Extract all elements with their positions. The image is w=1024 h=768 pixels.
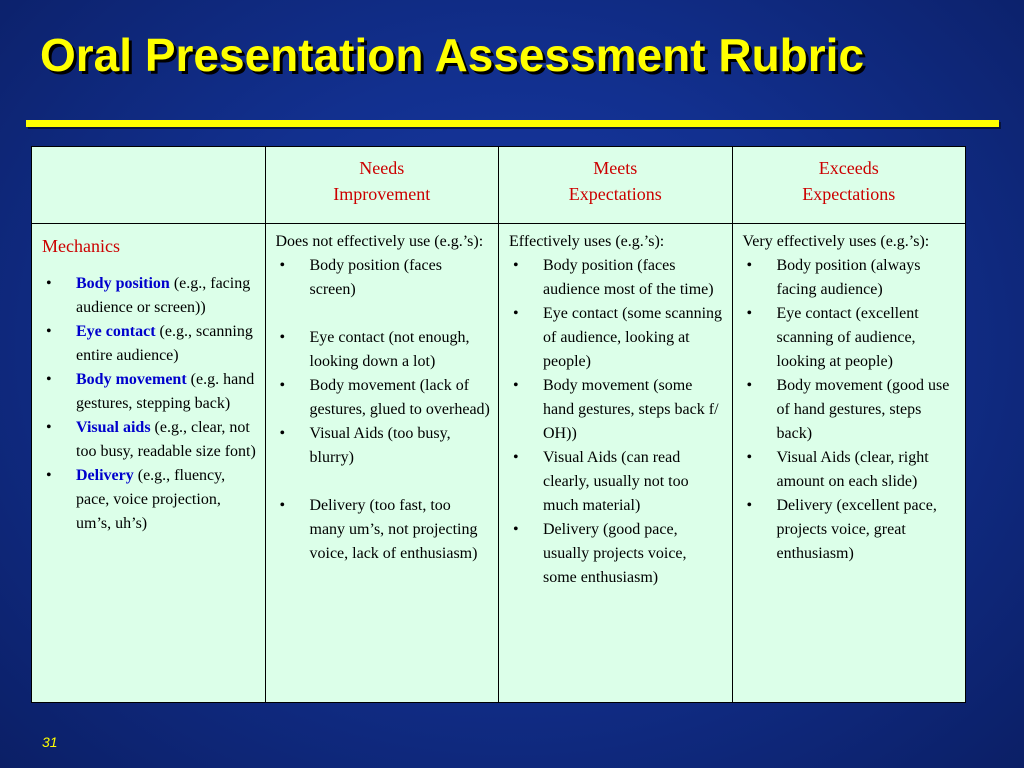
list-item: • Visual Aids (too busy, blurry) — [276, 422, 491, 470]
header-needs-line1: Needs — [359, 158, 405, 178]
header-meets-line2: Expectations — [568, 184, 662, 204]
header-needs-improvement — [265, 147, 499, 224]
criteria-keyword: Visual aids — [76, 419, 151, 436]
header-meets-line1: Meets — [593, 158, 638, 178]
header-blank-cell — [32, 147, 266, 224]
needs-lead-text: Does not effectively use (e.g.’s): — [275, 233, 484, 250]
list-item: • Eye contact (excellent scanning of audience, looking at people) — [743, 302, 958, 374]
criteria-detail: (e.g., scanning entire audience) — [76, 323, 253, 364]
criteria-keyword: Delivery — [76, 467, 134, 484]
meets-expectations-cell — [499, 224, 733, 703]
rubric-table — [31, 146, 966, 703]
list-item: • Delivery (good pace, usually projects voice, some enthusiasm) — [509, 518, 724, 590]
criteria-keyword: Body position — [76, 275, 170, 292]
list-item: • Body movement (some hand gestures, steps back f/ OH)) — [509, 374, 724, 446]
slide-title: Oral Presentation Assessment Rubric — [40, 29, 865, 81]
header-meets-expectations — [499, 147, 733, 224]
header-exceeds-expectations — [732, 147, 966, 224]
exceeds-lead-text: Very effectively uses (e.g.’s): — [742, 233, 930, 250]
list-item — [42, 464, 257, 536]
needs-list — [276, 254, 491, 566]
criteria-detail: (e.g. hand gestures, stepping back) — [76, 371, 255, 412]
criteria-cell — [32, 224, 266, 703]
list-item — [42, 416, 257, 464]
header-row — [32, 147, 966, 224]
list-item: • Eye contact (not enough, looking down a lot) — [276, 326, 491, 374]
list-item: • Delivery (excellent pace, projects voice, great enthusiasm) — [743, 494, 958, 566]
list-item: • Visual Aids (clear, right amount on each slide) — [743, 446, 958, 494]
mechanics-row — [32, 224, 966, 703]
criteria-detail: (e.g., facing audience or screen)) — [76, 275, 251, 316]
list-item — [42, 368, 257, 416]
list-item: • Visual Aids (can read clearly, usually not too much material) — [509, 446, 724, 518]
page-number: 31 — [42, 734, 58, 750]
header-needs-line2: Improvement — [333, 184, 431, 204]
header-exceeds-line1: Exceeds — [818, 158, 879, 178]
row-label-mechanics: Mechanics — [42, 236, 120, 256]
title-underline — [26, 120, 999, 127]
needs-improvement-cell — [265, 224, 499, 703]
list-item: • Delivery (too fast, too many um’s, not projecting voice, lack of enthusiasm) — [276, 494, 491, 566]
criteria-list — [42, 272, 257, 536]
list-item: • Body position (faces screen) — [276, 254, 491, 302]
list-item: • Body movement (lack of gestures, glued to overhead) — [276, 374, 491, 422]
list-item: • Eye contact (some scanning of audience, looking at people) — [509, 302, 724, 374]
criteria-keyword: Body movement — [76, 371, 187, 388]
list-item: • Body position (always facing audience) — [743, 254, 958, 302]
list-item: • Body movement (good use of hand gestures, steps back) — [743, 374, 958, 446]
exceeds-expectations-cell — [732, 224, 966, 703]
exceeds-list — [743, 254, 958, 566]
meets-list — [509, 254, 724, 590]
list-item — [42, 272, 257, 320]
criteria-detail: (e.g., clear, not too busy, readable size font) — [76, 419, 256, 460]
header-exceeds-line2: Expectations — [802, 184, 896, 204]
list-item — [42, 320, 257, 368]
list-item: • Body position (faces audience most of the time) — [509, 254, 724, 302]
criteria-detail: (e.g., fluency, pace, voice projection, um’s, uh’s) — [76, 467, 226, 532]
meets-lead-text: Effectively uses (e.g.’s): — [509, 233, 665, 250]
criteria-keyword: Eye contact — [76, 323, 156, 340]
